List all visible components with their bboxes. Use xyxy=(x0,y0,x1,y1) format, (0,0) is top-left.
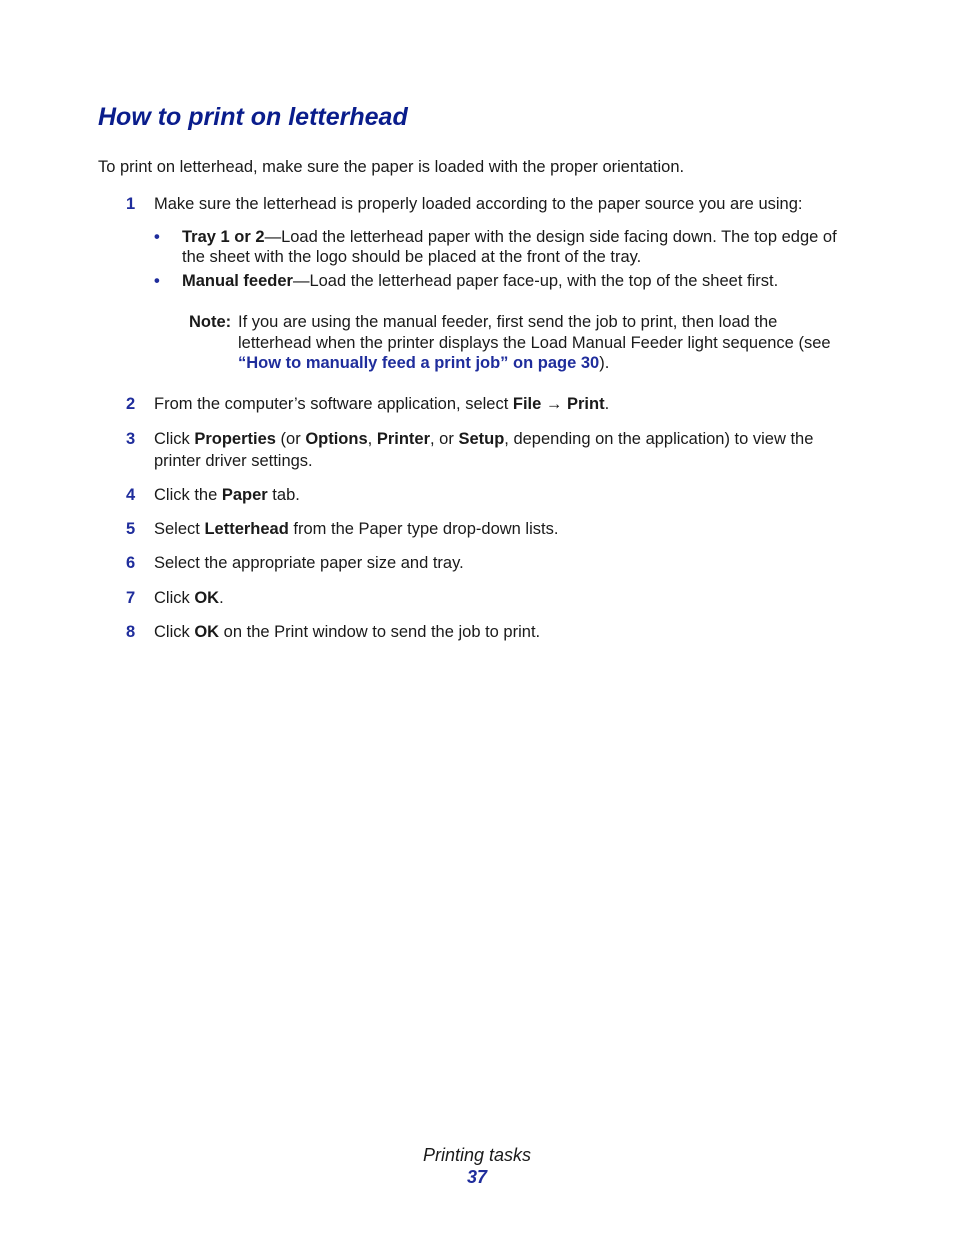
step-fragment: on the Print window to send the job to print. xyxy=(219,623,541,641)
term-ok: OK xyxy=(194,589,220,607)
step-fragment: . xyxy=(604,395,610,413)
term-properties: Properties xyxy=(194,430,276,448)
menu-file: File xyxy=(512,395,542,413)
step-text xyxy=(154,484,854,506)
note-label: Note: xyxy=(189,313,232,331)
manual-feed-link[interactable]: “How to manually feed a print job” on page 30 xyxy=(238,354,600,372)
step-text xyxy=(154,587,854,609)
step-fragment: From the computer’s software application, select xyxy=(154,395,513,413)
step-number: 2 xyxy=(126,395,136,413)
step-number: 3 xyxy=(126,430,136,448)
step-fragment: from the Paper type drop-down lists. xyxy=(288,520,559,538)
step-number: 4 xyxy=(126,486,136,504)
step-fragment: Click xyxy=(154,589,195,607)
menu-print: Print xyxy=(567,395,605,413)
step-text xyxy=(154,518,854,540)
bullet-text xyxy=(182,227,854,267)
bullet-icon: • xyxy=(154,228,160,246)
bullet-icon: • xyxy=(154,272,160,290)
step-fragment: Click xyxy=(154,623,195,641)
footer-page-number: 37 xyxy=(466,1167,488,1187)
note-text xyxy=(238,312,854,374)
step-fragment: (or xyxy=(275,430,306,448)
step-text xyxy=(154,428,854,472)
bullet-term: Manual feeder xyxy=(182,272,293,290)
bullet-text xyxy=(182,271,854,291)
page-title: How to print on letterhead xyxy=(98,103,408,131)
step-text: Make sure the letterhead is properly loaded according to the paper source you are using: xyxy=(154,195,803,213)
step-fragment: tab. xyxy=(267,486,300,504)
note-end: ). xyxy=(599,354,610,372)
term-setup: Setup xyxy=(458,430,505,448)
step-text: Select the appropriate paper size and tray. xyxy=(154,554,464,572)
bullet-desc: —Load the letterhead paper face-up, with the top of the sheet first. xyxy=(292,272,779,290)
step-fragment: , or xyxy=(430,430,459,448)
step-fragment: Select xyxy=(154,520,205,538)
step-text xyxy=(154,621,854,643)
step-number: 8 xyxy=(126,623,136,641)
term-printer: Printer xyxy=(376,430,430,448)
step-fragment: . xyxy=(219,589,224,607)
step-number: 5 xyxy=(126,520,136,538)
term-ok: OK xyxy=(194,623,220,641)
footer-section-title: Printing tasks xyxy=(422,1145,532,1165)
term-letterhead: Letterhead xyxy=(204,520,289,538)
intro-text: To print on letterhead, make sure the paper is loaded with the proper orientation. xyxy=(98,158,685,176)
step-number: 1 xyxy=(126,195,136,213)
bullet-term: Tray 1 or 2 xyxy=(182,228,265,246)
term-options: Options xyxy=(305,430,368,448)
step-number: 6 xyxy=(126,554,136,572)
step-fragment: Click the xyxy=(154,486,222,504)
step-fragment: , depending on the application) to view the printer driver settings. xyxy=(154,430,814,470)
step-fragment: Click xyxy=(154,430,195,448)
step-text xyxy=(154,393,854,415)
term-paper: Paper xyxy=(221,486,268,504)
arrow-icon: → xyxy=(541,395,567,413)
step-number: 7 xyxy=(126,589,136,607)
bullet-desc: —Load the letterhead paper with the design side facing down. The top edge of the sheet with the logo should be placed at the front of the tray. xyxy=(182,228,837,266)
note-body: If you are using the manual feeder, first send the job to print, then load the letterhead when the printer displays the Load Manual Feeder light sequence (see xyxy=(238,313,831,352)
step-fragment: , xyxy=(367,430,377,448)
